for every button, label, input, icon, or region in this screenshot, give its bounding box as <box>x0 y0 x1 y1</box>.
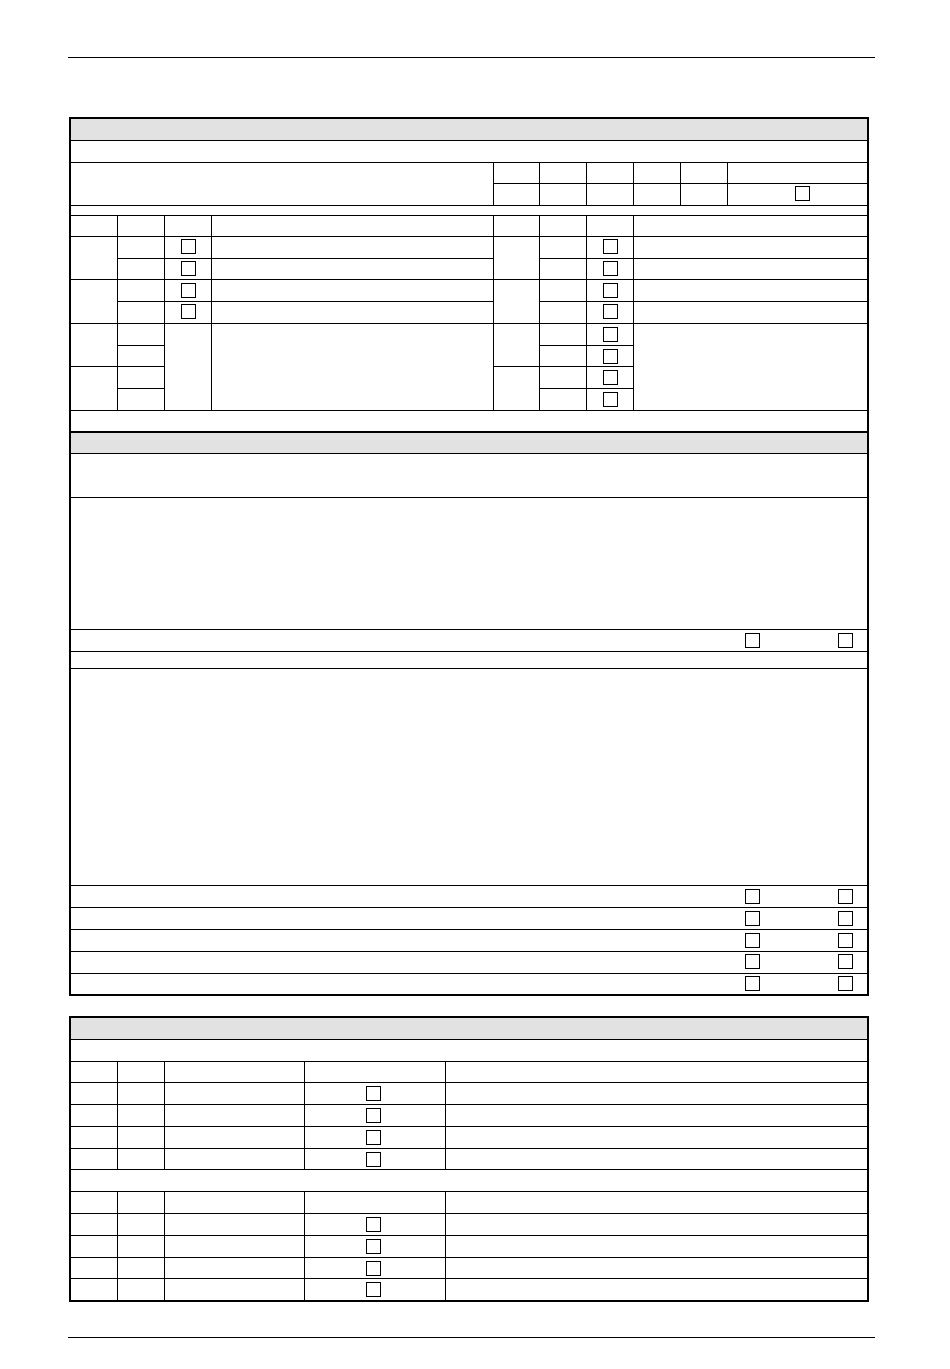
table-col-line <box>164 1191 165 1300</box>
table-checkbox[interactable] <box>366 1086 381 1101</box>
info-col-divider <box>539 162 540 205</box>
no-checkbox[interactable] <box>838 933 853 948</box>
grid-row-line <box>71 410 867 411</box>
grid-row-line <box>117 301 493 302</box>
yes-checkbox[interactable] <box>745 976 760 991</box>
row-divider <box>71 973 867 974</box>
grid-checkbox[interactable] <box>603 283 618 298</box>
table-col-line <box>117 1191 118 1300</box>
section-2-header-divider <box>71 1039 867 1040</box>
grid-row-line <box>71 215 867 216</box>
page-bottom-rule <box>68 1337 875 1338</box>
no-checkbox[interactable] <box>838 976 853 991</box>
info-col-divider <box>493 162 494 205</box>
table-row-line <box>71 1235 867 1236</box>
yes-checkbox[interactable] <box>745 889 760 904</box>
subsection-header-bar <box>71 433 867 453</box>
grid-row-line <box>71 279 867 280</box>
grid-checkbox[interactable] <box>603 261 618 276</box>
table-row-line <box>71 1148 867 1149</box>
no-checkbox[interactable] <box>838 954 853 969</box>
table-col-line <box>117 1061 118 1169</box>
table-checkbox[interactable] <box>366 1152 381 1167</box>
table-checkbox[interactable] <box>366 1239 381 1254</box>
info-checkbox[interactable] <box>795 186 810 201</box>
table-row-line <box>71 1169 867 1170</box>
section-2-header-bar <box>71 1018 867 1039</box>
table-col-line <box>164 1061 165 1169</box>
table-col-line <box>304 1061 305 1169</box>
table-col-line <box>445 1191 446 1300</box>
no-checkbox[interactable] <box>838 911 853 926</box>
row-divider <box>71 907 867 908</box>
table-row-line <box>71 1257 867 1258</box>
no-checkbox[interactable] <box>838 633 853 648</box>
grid-row-line <box>117 345 164 346</box>
grid-row-line <box>71 236 867 237</box>
grid-col-line <box>117 215 118 410</box>
no-checkbox[interactable] <box>838 889 853 904</box>
grid-checkbox[interactable] <box>181 239 196 254</box>
info-col-divider <box>633 162 634 205</box>
grid-col-line <box>586 215 587 410</box>
table-row-line <box>71 1082 867 1083</box>
grid-checkbox[interactable] <box>603 327 618 342</box>
row-divider <box>71 651 867 652</box>
info-col-divider <box>680 162 681 205</box>
table-checkbox[interactable] <box>366 1282 381 1297</box>
grid-row-line <box>539 301 867 302</box>
grid-checkbox[interactable] <box>181 304 196 319</box>
info-col-divider <box>586 162 587 205</box>
text-area-divider <box>71 629 867 630</box>
grid-row-line <box>71 323 867 324</box>
grid-col-line <box>539 215 540 410</box>
info-row-divider <box>71 205 867 206</box>
form-section-2 <box>69 1016 869 1302</box>
table-checkbox[interactable] <box>366 1261 381 1276</box>
grid-checkbox[interactable] <box>181 261 196 276</box>
table-row-line <box>71 1278 867 1279</box>
row-divider <box>71 668 867 669</box>
grid-checkbox[interactable] <box>181 283 196 298</box>
section-1-header-bar <box>71 119 867 140</box>
table-row-line <box>71 1126 867 1127</box>
page-top-rule <box>68 57 875 58</box>
yes-checkbox[interactable] <box>745 633 760 648</box>
grid-row-line <box>493 366 633 367</box>
table-row-line <box>71 1061 867 1062</box>
grid-row-line <box>117 388 164 389</box>
text-area-divider <box>71 497 867 498</box>
row-divider <box>71 929 867 930</box>
grid-row-line <box>539 258 867 259</box>
grid-checkbox[interactable] <box>603 370 618 385</box>
row-divider <box>71 885 867 886</box>
grid-col-line <box>633 215 634 410</box>
grid-col-line <box>493 215 494 410</box>
section-1-header-divider <box>71 140 867 141</box>
grid-checkbox[interactable] <box>603 349 618 364</box>
table-row-line <box>71 1191 867 1192</box>
grid-checkbox[interactable] <box>603 304 618 319</box>
table-row-line <box>71 1213 867 1214</box>
table-col-line <box>445 1061 446 1169</box>
info-row-divider <box>71 162 867 163</box>
grid-checkbox[interactable] <box>603 392 618 407</box>
table-checkbox[interactable] <box>366 1108 381 1123</box>
grid-col-line <box>211 215 212 410</box>
yes-checkbox[interactable] <box>745 911 760 926</box>
yes-checkbox[interactable] <box>745 954 760 969</box>
table-checkbox[interactable] <box>366 1130 381 1145</box>
table-row-line <box>71 1104 867 1105</box>
yes-checkbox[interactable] <box>745 933 760 948</box>
grid-row-line <box>117 258 493 259</box>
table-col-line <box>304 1191 305 1300</box>
subsection-header-divider <box>71 453 867 454</box>
grid-col-line <box>164 215 165 410</box>
table-checkbox[interactable] <box>366 1217 381 1232</box>
grid-checkbox[interactable] <box>603 239 618 254</box>
info-col-divider <box>727 162 728 205</box>
row-divider <box>71 951 867 952</box>
